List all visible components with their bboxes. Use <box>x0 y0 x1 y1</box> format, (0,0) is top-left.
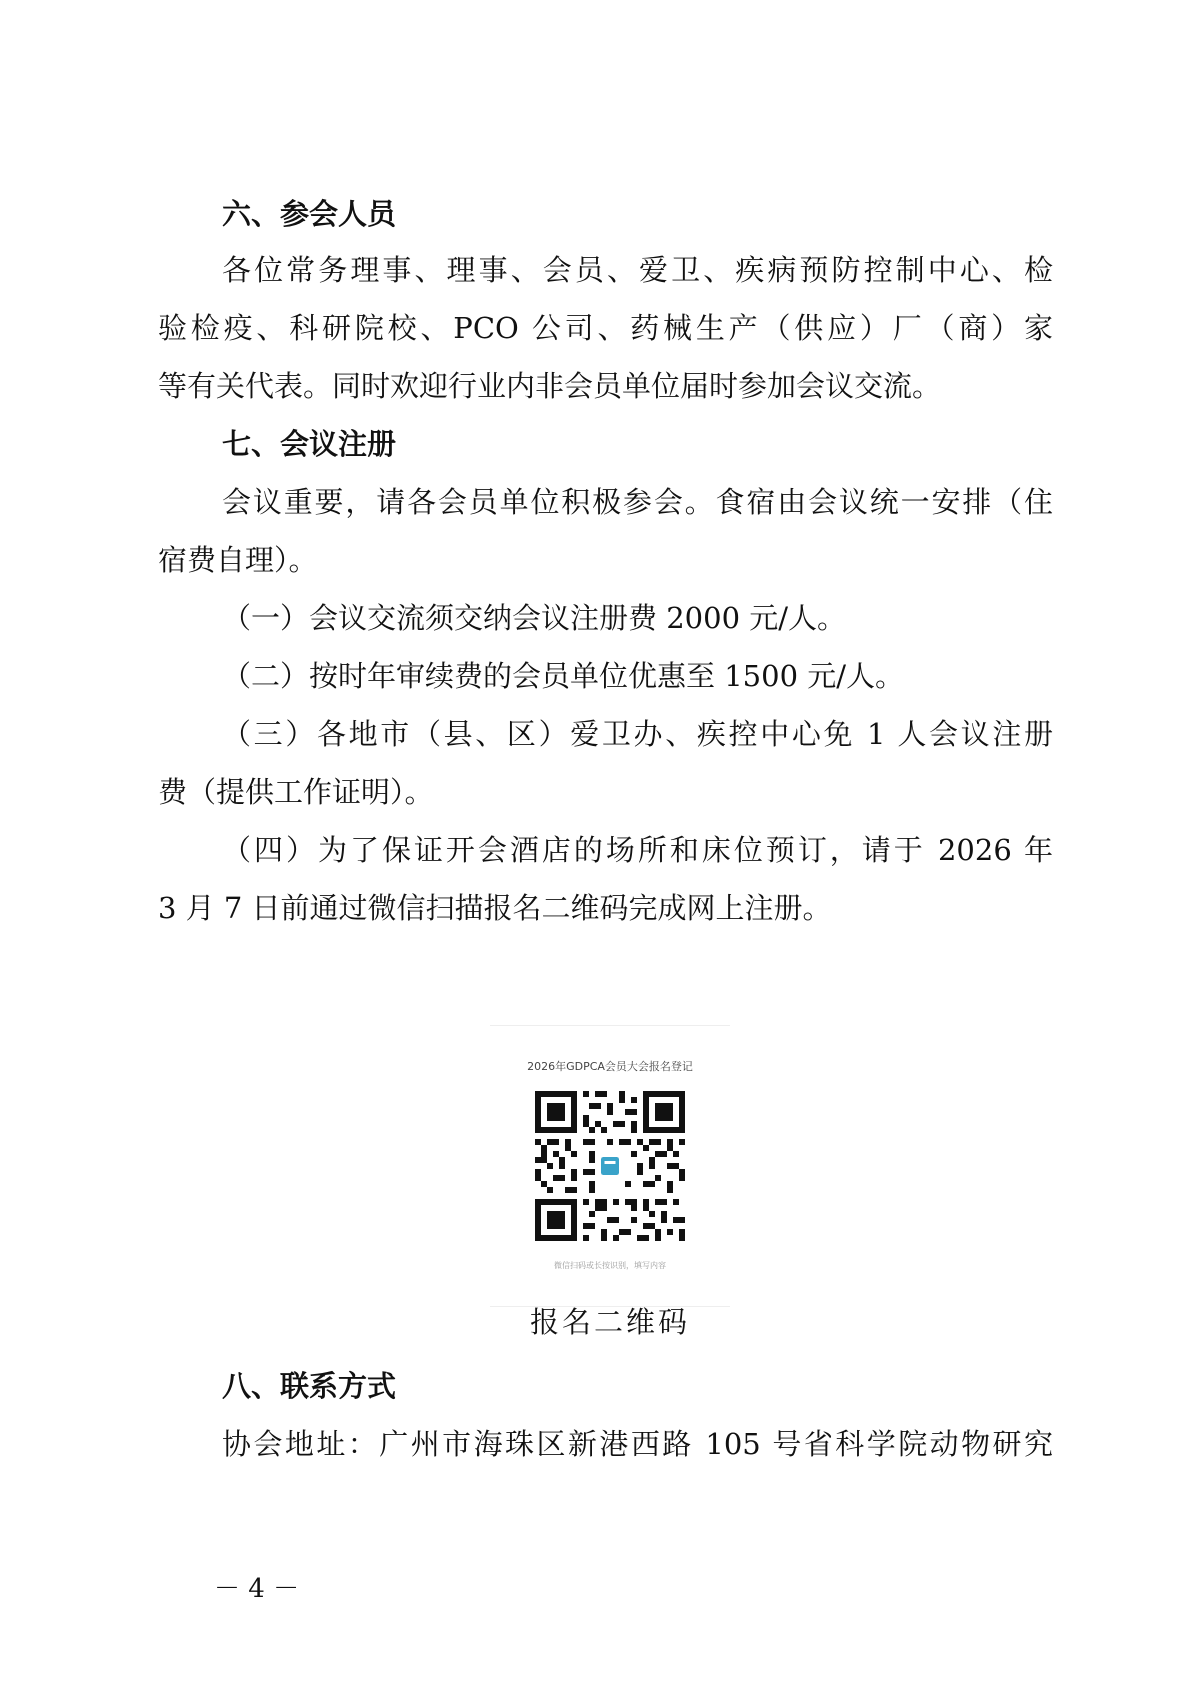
section8-heading: 八、联系方式 <box>222 1369 397 1403</box>
section6-line-3: 等有关代表。同时欢迎行业内非会员单位届时参加会议交流。 <box>158 369 942 403</box>
section8-address-line: 协会地址：广州市海珠区新港西路 105 号省科学院动物研究 <box>222 1427 1053 1461</box>
page-number: － 4 － <box>214 1574 300 1604</box>
section7-item-4-line-1: （四）为了保证开会酒店的场所和床位预订，请于 2026 年 <box>222 833 1053 867</box>
section7-item-3-line-1: （三）各地市（县、区）爱卫办、疾控中心免 1 人会议注册 <box>222 717 1053 751</box>
section7-item-2: （二）按时年审续费的会员单位优惠至 1500 元/人。 <box>222 659 905 693</box>
qr-card-title: 2026年GDPCA会员大会报名登记 <box>527 1060 693 1073</box>
section6-heading: 六、参会人员 <box>222 197 397 231</box>
qr-caption: 报名二维码 <box>529 1305 690 1339</box>
qr-scan-hint: 微信扫码或长按识别，填写内容 <box>554 1261 666 1270</box>
qr-code-image[interactable] <box>535 1091 685 1241</box>
section7-heading: 七、会议注册 <box>222 427 397 461</box>
registration-qr-card[interactable] <box>490 1025 730 1307</box>
section6-line-1: 各位常务理事、理事、会员、爱卫、疾病预防控制中心、检 <box>222 253 1053 287</box>
section7-item-1: （一）会议交流须交纳会议注册费 2000 元/人。 <box>222 601 847 635</box>
section6-line-2: 验检疫、科研院校、PCO 公司、药械生产（供应）厂（商）家 <box>158 311 1053 345</box>
qr-logo-icon <box>601 1157 619 1175</box>
section7-intro-line-1: 会议重要，请各会员单位积极参会。食宿由会议统一安排（住 <box>222 485 1053 519</box>
section7-intro-line-2: 宿费自理）。 <box>158 543 318 577</box>
section7-item-4-line-2: 3 月 7 日前通过微信扫描报名二维码完成网上注册。 <box>158 891 832 925</box>
section7-item-3-line-2: 费（提供工作证明）。 <box>158 775 434 809</box>
